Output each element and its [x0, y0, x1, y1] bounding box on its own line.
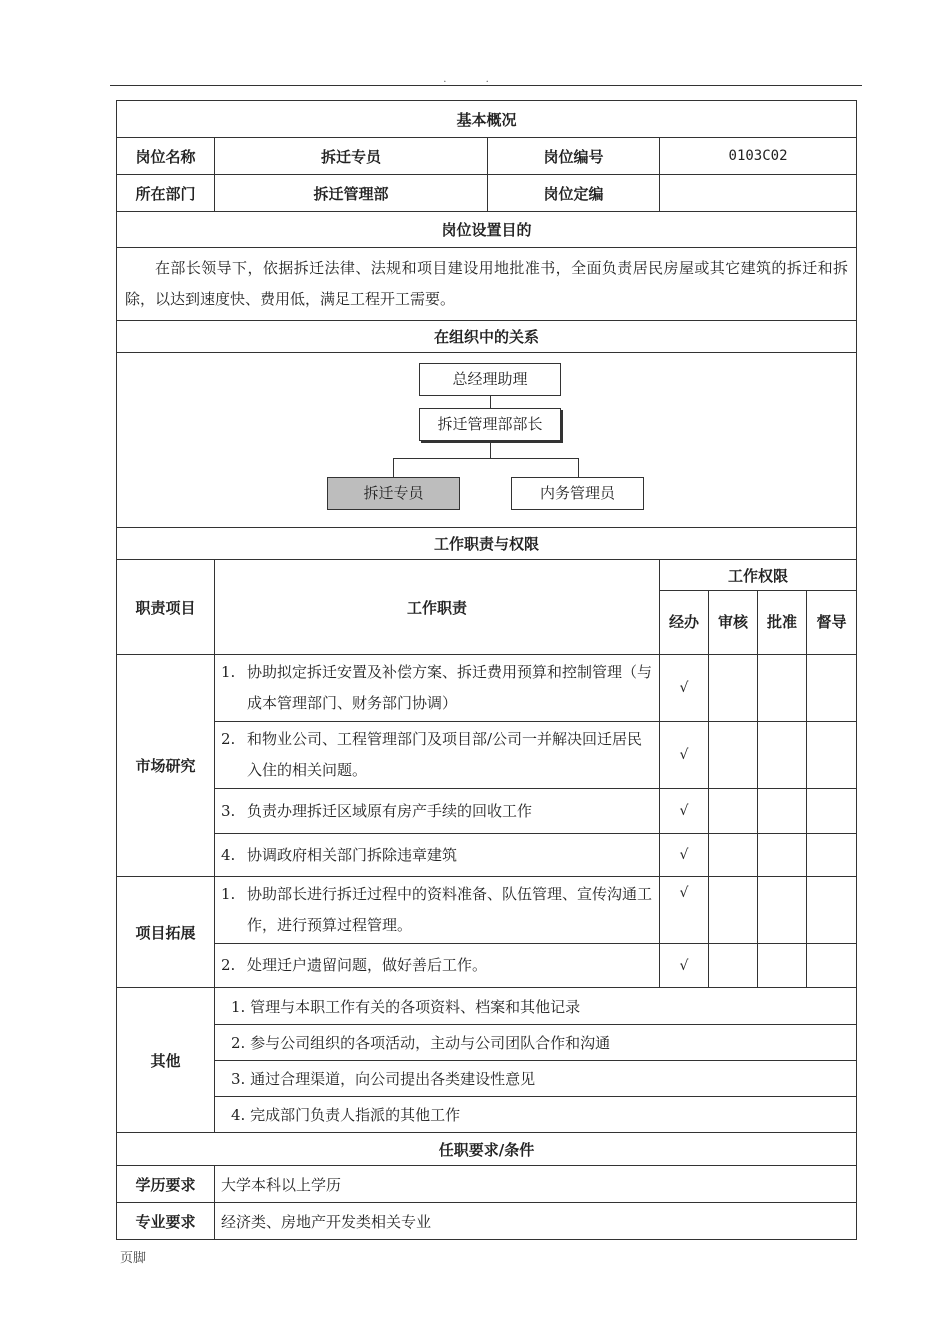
section-org-title: 在组织中的关系 — [117, 321, 857, 353]
section-requirements-title: 任职要求/条件 — [117, 1133, 857, 1166]
duty-num: 1. — [221, 663, 236, 681]
edu-value: 大学本科以上学历 — [215, 1166, 857, 1203]
other-item: 3. 通过合理渠道，向公司提出各类建设性意见 — [215, 1061, 857, 1097]
post-no-label: 岗位编号 — [488, 138, 660, 175]
empty-cell — [758, 722, 807, 789]
other-item: 4. 完成部门负责人指派的其他工作 — [215, 1097, 857, 1133]
org-connector — [490, 396, 491, 408]
empty-cell — [709, 655, 758, 722]
org-chart — [117, 353, 857, 528]
empty-cell — [807, 877, 857, 944]
empty-cell — [709, 834, 758, 877]
duty-num: 2. — [221, 956, 236, 974]
post-name-label: 岗位名称 — [117, 138, 215, 175]
empty-cell — [758, 944, 807, 988]
empty-cell — [807, 655, 857, 722]
duty-text: 处理迁户遗留问题，做好善后工作。 — [247, 956, 488, 974]
edu-label: 学历要求 — [117, 1166, 215, 1203]
group-other: 其他 — [117, 988, 215, 1133]
perm-handle: 经办 — [660, 591, 709, 655]
empty-cell — [758, 877, 807, 944]
duty-item — [215, 944, 660, 988]
empty-cell — [758, 655, 807, 722]
check-mark: √ — [660, 877, 709, 944]
duty-num: 2. — [221, 730, 236, 748]
check-mark: √ — [660, 834, 709, 877]
check-mark: √ — [660, 722, 709, 789]
empty-cell — [807, 944, 857, 988]
group-project-expansion: 项目拓展 — [117, 877, 215, 988]
empty-cell — [807, 722, 857, 789]
headcount-value — [660, 175, 857, 212]
check-mark: √ — [660, 655, 709, 722]
org-box-dept-head: 拆迁管理部部长 — [419, 408, 561, 441]
org-box-demolition-specialist: 拆迁专员 — [327, 477, 460, 510]
org-connector — [490, 441, 491, 458]
duty-text: 协调政府相关部门拆除违章建筑 — [247, 845, 458, 864]
post-name-value: 拆迁专员 — [215, 138, 488, 175]
duty-text: 协助拟定拆迁安置及补偿方案、拆迁费用预算和控制管理（与成本管理部门、财务部门协调） — [247, 663, 653, 712]
empty-cell — [807, 834, 857, 877]
empty-cell — [709, 944, 758, 988]
col-duty: 工作职责 — [215, 560, 660, 655]
org-connector — [393, 458, 394, 477]
empty-cell — [758, 834, 807, 877]
duty-item — [215, 655, 660, 722]
org-box-assistant-gm: 总经理助理 — [419, 363, 561, 396]
check-mark: √ — [660, 789, 709, 834]
perm-review: 审核 — [709, 591, 758, 655]
check-mark: √ — [660, 944, 709, 988]
other-item: 2. 参与公司组织的各项活动，主动与公司团队合作和沟通 — [215, 1025, 857, 1061]
section-duties-title: 工作职责与权限 — [117, 528, 857, 560]
job-description-table — [116, 100, 857, 1240]
org-connector — [578, 458, 579, 477]
org-box-internal-admin: 内务管理员 — [511, 477, 644, 510]
post-no-value: 0103C02 — [660, 138, 857, 175]
page-footer: 页脚 — [120, 1251, 147, 1266]
dept-value: 拆迁管理部 — [215, 175, 488, 212]
other-item: 1. 管理与本职工作有关的各项资料、档案和其他记录 — [215, 988, 857, 1025]
duty-item — [215, 722, 660, 789]
duty-num: 4. — [221, 845, 236, 864]
header-rule — [110, 85, 862, 86]
major-label: 专业要求 — [117, 1203, 215, 1240]
duty-text: 和物业公司、工程管理部门及项目部/公司一并解决回迁居民入住的相关问题。 — [247, 730, 643, 779]
duty-num: 1. — [221, 885, 236, 903]
empty-cell — [709, 877, 758, 944]
group-market-research: 市场研究 — [117, 655, 215, 877]
empty-cell — [807, 789, 857, 834]
purpose-text: 在部长领导下，依据拆迁法律、法规和项目建设用地批准书，全面负责居民房屋或其它建筑的拆迁和拆除，以达到速度快、费用低，满足工程开工需要。 — [117, 248, 857, 321]
header-dots: . . — [443, 74, 507, 85]
empty-cell — [709, 722, 758, 789]
col-permission: 工作权限 — [660, 560, 857, 591]
duty-item — [215, 789, 660, 834]
org-connector — [393, 458, 579, 459]
perm-supervise: 督导 — [807, 591, 857, 655]
section-basic-title: 基本概况 — [117, 101, 857, 138]
empty-cell — [709, 789, 758, 834]
duty-text: 负责办理拆迁区域原有房产手续的回收工作 — [247, 801, 533, 820]
col-duty-item: 职责项目 — [117, 560, 215, 655]
duty-item — [215, 877, 660, 944]
duty-text: 协助部长进行拆迁过程中的资料准备、队伍管理、宣传沟通工作，进行预算过程管理。 — [247, 885, 653, 934]
duty-item — [215, 834, 660, 877]
dept-label: 所在部门 — [117, 175, 215, 212]
major-value: 经济类、房地产开发类相关专业 — [215, 1203, 857, 1240]
section-purpose-title: 岗位设置目的 — [117, 212, 857, 248]
headcount-label: 岗位定编 — [488, 175, 660, 212]
duty-num: 3. — [221, 801, 236, 820]
perm-approve: 批准 — [758, 591, 807, 655]
empty-cell — [758, 789, 807, 834]
